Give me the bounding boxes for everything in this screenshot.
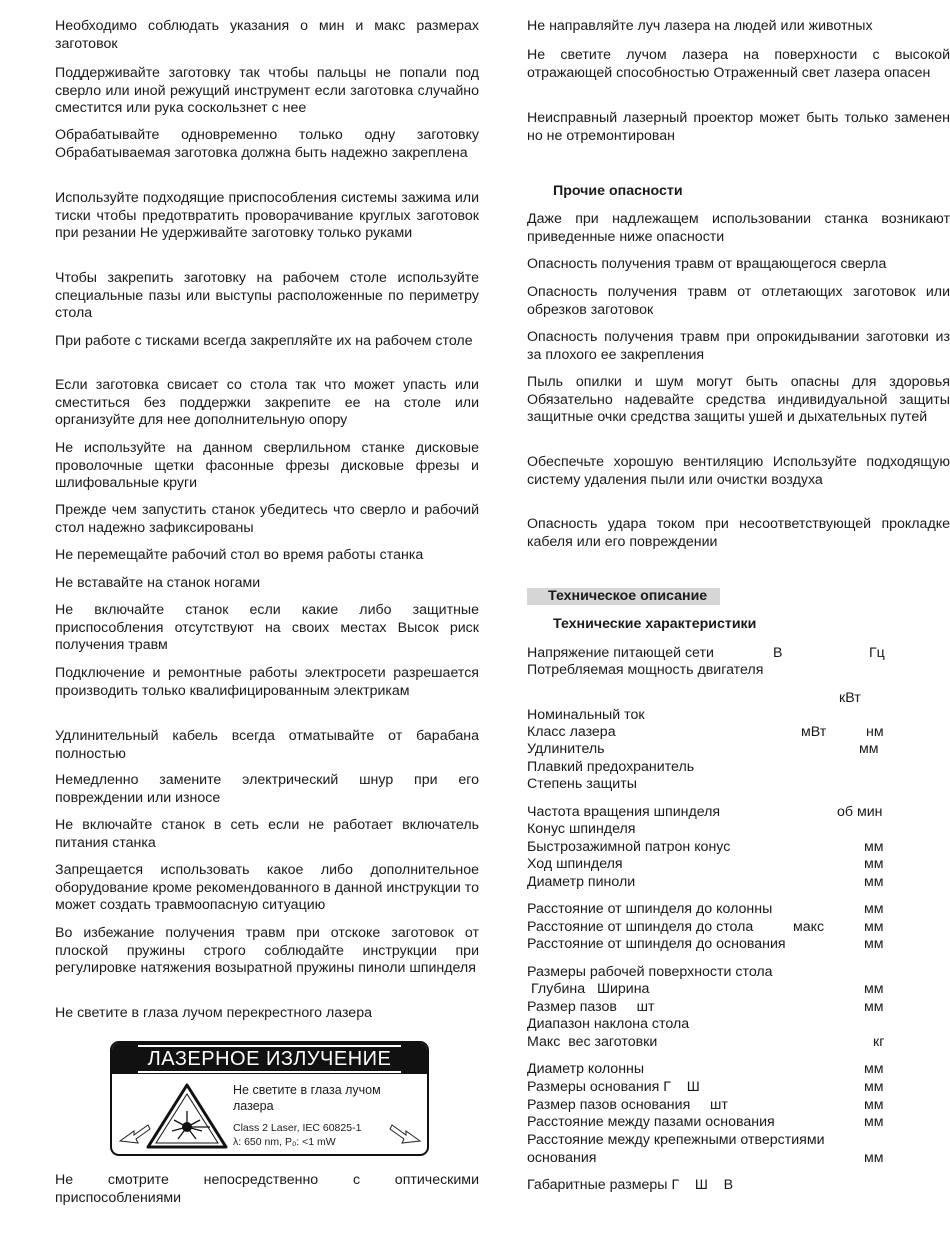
spec-unit: мм — [864, 1079, 884, 1095]
spec-unit: мм — [864, 1150, 884, 1166]
paragraph: Опасность получения травм от вращающегося сверла — [527, 256, 887, 272]
paragraph: Опасность получения травм при опрокидывании заготовки из за плохого ее закрепления — [527, 329, 950, 363]
spec-label: Конус шпинделя — [527, 821, 636, 837]
spec-unit: об мин — [837, 804, 883, 820]
spec-label: Расстояние от шпинделя до колонны — [527, 901, 773, 917]
spec-label: Расстояние от шпинделя до основания — [527, 936, 786, 952]
spec-unit: мм — [864, 839, 884, 855]
spec-unit: Гц — [869, 645, 885, 661]
paragraph: Не перемещайте рабочий стол во время работы станка — [55, 547, 424, 563]
paragraph: Не включайте станок в сеть если не работает включатель питания станка — [55, 817, 479, 851]
spec-label: Диаметр колонны — [527, 1061, 645, 1077]
paragraph: Запрещается использовать какое либо дополнительное оборудование кроме рекомендованного в данной инструкции то может создать травмоопасную ситуацию — [55, 862, 479, 913]
paragraph: Удлинительный кабель всегда отматывайте от барабана полностью — [55, 728, 479, 762]
paragraph: Не вставайте на станок ногами — [55, 575, 261, 591]
spec-label: Габаритные размеры Г Ш В — [527, 1177, 734, 1193]
spec-label: Макс вес заготовки — [527, 1034, 658, 1050]
spec-label: Напряжение питающей сети — [527, 645, 714, 661]
spec-label: Размеры рабочей поверхности стола — [527, 964, 773, 980]
spec-label: Потребляемая мощность двигателя — [527, 662, 764, 678]
paragraph: Не направляйте луч лазера на людей или животных — [527, 18, 873, 34]
spec-unit: мм — [859, 741, 879, 757]
spec-unit: мм — [864, 1097, 884, 1113]
spec-label: Частота вращения шпинделя — [527, 804, 721, 820]
paragraph: Не используйте на данном сверлильном станке дисковые проволочные щетки фасонные фрезы дисковые фрезы и шлифовальные круги — [55, 440, 479, 491]
section-heading: Прочие опасности — [553, 183, 683, 199]
spec-unit: мВт — [801, 724, 827, 740]
paragraph: Чтобы закрепить заготовку на рабочем столе используйте специальные пазы или выступы расположенные по периметру стола — [55, 270, 479, 321]
paragraph: Опасность удара током при несоответствующей прокладке кабеля или его повреждении — [527, 516, 950, 550]
spec-label: основания — [527, 1150, 597, 1166]
spec-label: Диаметр пиноли — [527, 874, 636, 890]
spec-label: Размеры основания Г Ш — [527, 1079, 700, 1095]
paragraph: Необходимо соблюдать указания о мин и макс размерах заготовок — [55, 18, 479, 52]
paragraph: Опасность получения травм от отлетающих заготовок или обрезков заготовок — [527, 284, 950, 318]
spec-label: Удлинитель — [527, 741, 605, 757]
laser-warning-label — [110, 1041, 429, 1156]
section-heading: Техническое описание — [548, 588, 708, 604]
left-arrow-icon — [120, 1125, 150, 1143]
spec-label: Расстояние между крепежными отверстиями — [527, 1132, 825, 1148]
paragraph: Не светите в глаза лучом перекрестного лазера — [55, 1005, 372, 1021]
paragraph: Обеспечьте хорошую вентиляцию Используйте подходящую систему удаления пыли или очистки воздуха — [527, 454, 950, 488]
paragraph: При работе с тисками всегда закрепляйте их на рабочем столе — [55, 333, 473, 349]
spec-label: Класс лазера — [527, 724, 616, 740]
paragraph: Используйте подходящие приспособления системы зажима или тиски чтобы предотвратить проворачивание круглых заготовок при резании Не удерживайте заготовку только руками — [55, 190, 479, 241]
spec-label: Глубина Ширина — [527, 981, 650, 997]
spec-unit: макс — [793, 919, 825, 935]
spec-unit: нм — [866, 724, 884, 740]
paragraph: Обрабатывайте одновременно только одну заготовку Обрабатываемая заготовка должна быть надежно закреплена — [55, 127, 479, 161]
spec-unit: мм — [864, 999, 884, 1015]
laser-label-spec: λ: 650 nm, P₀: <1 mW — [233, 1136, 336, 1148]
laser-warning-icon — [148, 1085, 226, 1147]
laser-label-warning: Не светите в глаза лучом лазера — [233, 1083, 381, 1113]
spec-label: Плавкий предохранитель — [527, 759, 695, 775]
spec-unit: мм — [864, 874, 884, 890]
paragraph: Подключение и ремонтные работы электросети разрешается производить только квалифицированным электрикам — [55, 665, 479, 699]
paragraph: Не смотрите непосредственно с оптическими приспособлениями — [55, 1172, 479, 1206]
paragraph: Не светите лучом лазера на поверхности с высокой отражающей способностью Отраженный свет лазера опасен — [527, 47, 950, 81]
spec-unit: мм — [864, 1061, 884, 1077]
laser-label-title: ЛАЗЕРНОЕ ИЗЛУЧЕНИЕ — [138, 1045, 402, 1073]
spec-unit: мм — [864, 856, 884, 872]
spec-label: Размер пазов шт — [527, 999, 655, 1015]
spec-label: Номинальный ток — [527, 707, 645, 723]
paragraph: Не включайте станок если какие либо защитные приспособления отсутствуют на своих местах Высок риск получения травм — [55, 602, 479, 653]
spec-unit: кВт — [839, 690, 861, 706]
paragraph: Во избежание получения травм при отскоке заготовок от плоской пружины строго соблюдайте инструкции при регулировке натяжения возыратной пружины пиноли шпинделя — [55, 925, 479, 976]
spec-label: Диапазон наклона стола — [527, 1016, 690, 1032]
paragraph: Немедленно замените электрический шнур при его повреждении или износе — [55, 772, 479, 806]
spec-label: Расстояние между пазами основания — [527, 1114, 775, 1130]
spec-label: Ход шпинделя — [527, 856, 623, 872]
paragraph: Поддерживайте заготовку так чтобы пальцы не попали под сверло или иной режущий инструмент если заготовка случайно сместится или рука соскользнет с нее — [55, 65, 479, 116]
spec-unit: мм — [864, 936, 884, 952]
spec-unit: мм — [864, 901, 884, 917]
spec-unit: мм — [864, 1114, 884, 1130]
paragraph: Даже при надлежащем использовании станка возникают приведенные ниже опасности — [527, 211, 950, 245]
paragraph: Прежде чем запустить станок убедитесь что сверло и рабочий стол надежно зафиксированы — [55, 502, 479, 536]
spec-unit: В — [773, 645, 783, 661]
section-subheading: Технические характеристики — [553, 616, 757, 632]
paragraph: Если заготовка свисает со стола так что может упасть или сместиться без поддержки закрепите ее на столе или организуйте для нее дополнительную опору — [55, 377, 479, 428]
spec-unit: кг — [873, 1034, 885, 1050]
spec-unit: мм — [864, 981, 884, 997]
spec-label: Размер пазов основания шт — [527, 1097, 728, 1113]
spec-unit: мм — [864, 919, 884, 935]
spec-label: Степень защиты — [527, 776, 637, 792]
paragraph: Неисправный лазерный проектор может быть только заменен но не отремонтирован — [527, 110, 950, 144]
paragraph: Пыль опилки и шум могут быть опасны для здоровья Обязательно надевайте средства индивидуальной защиты защитные очки средства защиты ушей и дыхательных путей — [527, 374, 950, 425]
spec-label: Расстояние от шпинделя до стола — [527, 919, 754, 935]
spec-label: Быстрозажимной патрон конус — [527, 839, 731, 855]
laser-label-class: Class 2 Laser, IEC 60825-1 — [233, 1122, 362, 1134]
